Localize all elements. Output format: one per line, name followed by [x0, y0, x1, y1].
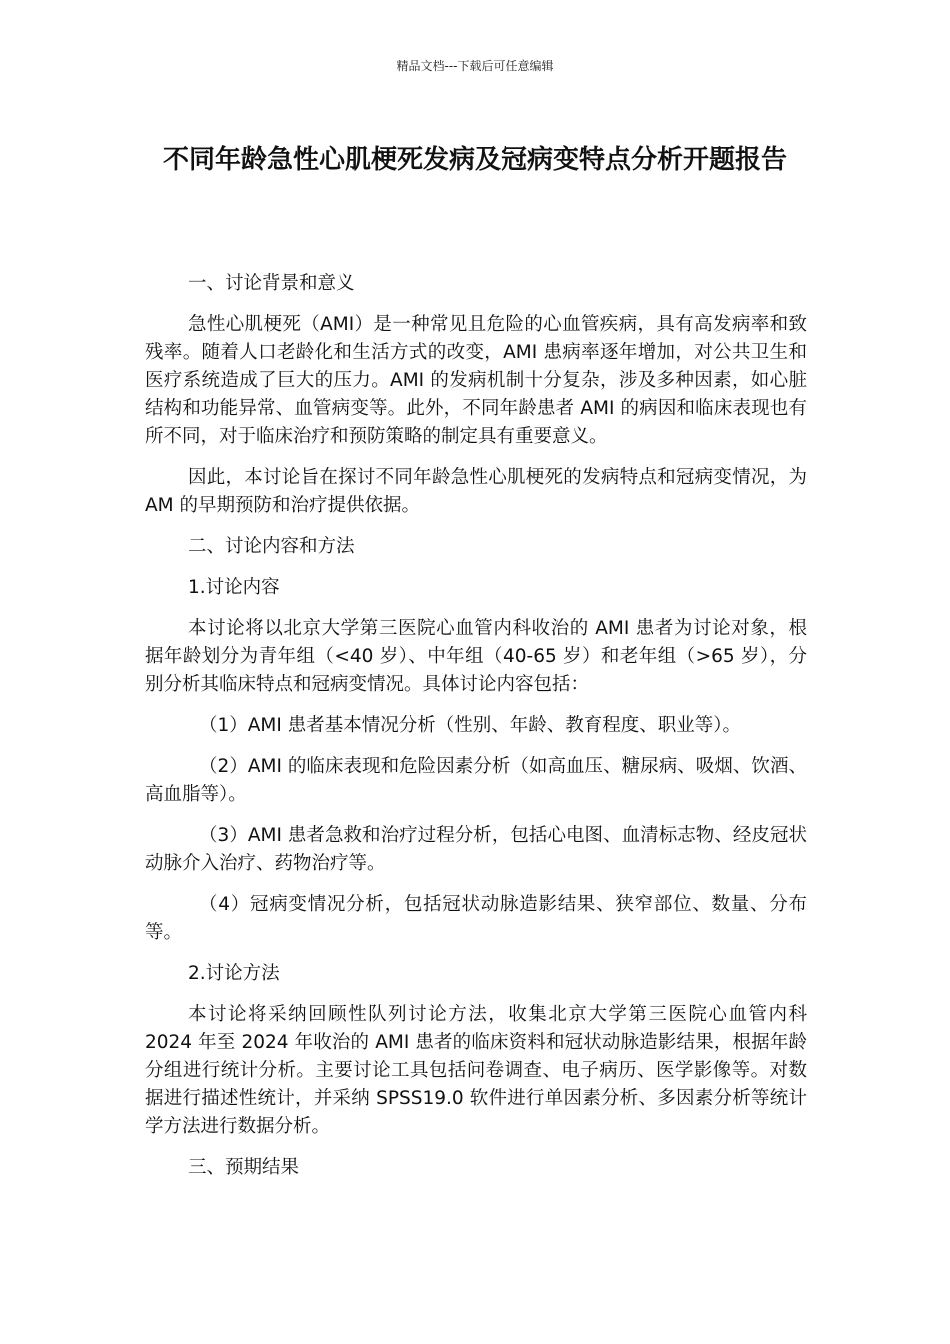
section-heading-expected-results: 三、预期结果: [188, 1157, 300, 1178]
list-item: （3）AMI 患者急救和治疗过程分析，包括心电图、血清标志物、经皮冠状动脉介入治疗、药物治疗等。: [145, 825, 807, 874]
paragraph-background-1: 急性心肌梗死（AMI）是一种常见且危险的心血管疾病，具有高发病率和致残率。随着人口老龄化和生活方式的改变，AMI 患病率逐年增加，对公共卫生和医疗系统造成了巨大的压力。AMI 的发病机制十分复杂，涉及多种因素，如心脏结构和功能异常、血管病变等。此外，不同年龄患者 AMI 的病因和临床表现也有所不同，对于临床治疗和预防策略的制定具有重要意义。: [145, 314, 807, 447]
section-heading-background: 一、讨论背景和意义: [188, 273, 355, 294]
list-item: （4）冠病变情况分析，包括冠状动脉造影结果、狭窄部位、数量、分布等。: [145, 894, 807, 943]
paragraph-content-intro: 本讨论将以北京大学第三医院心血管内科收治的 AMI 患者为讨论对象，根据年龄划分为青年组（<40 岁）、中年组（40-65 岁）和老年组（>65 岁），分别分析其临床特点和冠病变情况。具体讨论内容包括：: [145, 618, 807, 695]
subsection-heading-methods: 2.讨论方法: [188, 963, 280, 984]
page-header-note: 精品文档---下载后可任意编辑: [396, 59, 554, 73]
paragraph-background-2: 因此，本讨论旨在探讨不同年龄急性心肌梗死的发病特点和冠病变情况，为 AM 的早期预防和治疗提供依据。: [145, 467, 807, 516]
list-item: （1）AMI 患者基本情况分析（性别、年龄、教育程度、职业等）。: [199, 715, 741, 736]
paragraph-methods: 本讨论将采纳回顾性队列讨论方法，收集北京大学第三医院心血管内科 2024 年至 2024 年收治的 AMI 患者的临床资料和冠状动脉造影结果，根据年龄分组进行统计分析。主要讨论工具包括问卷调查、电子病历、医学影像等。对数据进行描述性统计，并采纳 SPSS19.0 软件进行单因素分析、多因素分析等统计学方法进行数据分析。: [145, 1004, 807, 1137]
document-title: 不同年龄急性心肌梗死发病及冠病变特点分析开题报告: [162, 145, 787, 175]
document-body: [145, 270, 807, 1195]
list-item: （2）AMI 的临床表现和危险因素分析（如高血压、糖尿病、吸烟、饮酒、高血脂等）。: [145, 756, 807, 805]
section-heading-content-methods: 二、讨论内容和方法: [188, 536, 355, 557]
subsection-heading-content: 1.讨论内容: [188, 577, 280, 598]
